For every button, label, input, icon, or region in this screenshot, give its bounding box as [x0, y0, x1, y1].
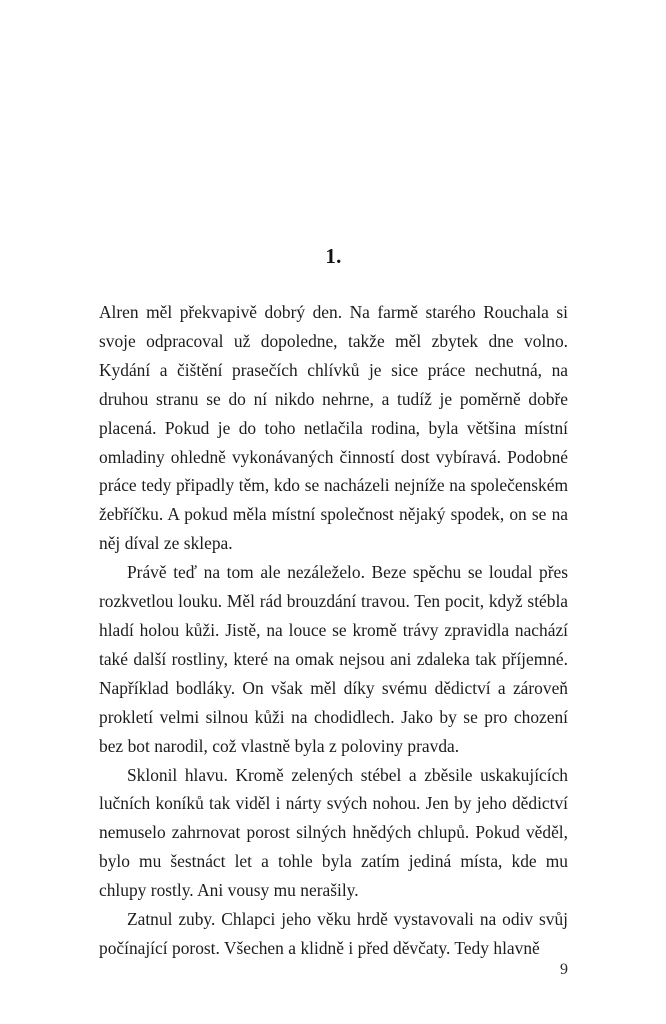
body-paragraph: Právě teď na tom ale nezáleželo. Beze spěchu se loudal přes rozkvetlou louku. Měl rád brouzdání travou. Ten pocit, když stébla hladí holou kůži. Jistě, na louce se kromě trávy zpravidla nachází také další rostliny, které na omak nejsou ani zdaleka tak příjemné. Například bodláky. On však měl díky svému dědictví a zároveň prokletí velmi silnou kůži na chodidlech. Jako by se pro chození bez bot narodil, což vlastně byla z poloviny pravda. — [99, 562, 568, 756]
body-paragraph: Alren měl překvapivě dobrý den. Na farmě starého Rouchala si svoje odpracoval už dopoledne, takže měl zbytek dne volno. Kydání a čištění prasečích chlívků je sice práce nechutná, na druhou stranu se do ní nikdo nehrne, a tudíž je poměrně dobře placená. Pokud je do toho netlačila rodina, byla většina místní omladiny ohledně vykonávaných činností dost vybíravá. Podobné práce tedy připadly těm, kdo se nacházeli nejníže na společenském žebříčku. A pokud měla místní společnost nějaký spodek, on se na něj díval ze sklepa. — [99, 302, 568, 554]
chapter-heading: 1. — [325, 244, 342, 268]
body-paragraph: Zatnul zuby. Chlapci jeho věku hrdě vystavovali na odiv svůj počínající porost. Všechen a klidně i před děvčaty. Tedy hlavně — [99, 909, 568, 958]
page-number: 9 — [560, 961, 568, 978]
body-paragraph: Sklonil hlavu. Kromě zelených stébel a zběsile uskakujících lučních koníků tak viděl i nárty svých nohou. Jen by jeho dědictví nemuselo zahrnovat porost silných hnědých chlupů. Pokud věděl, bylo mu šestnáct let a tohle byla zatím jediná místa, kde mu chlupy rostly. Ani vousy mu nerašily. — [99, 764, 568, 901]
text-column — [99, 246, 568, 963]
